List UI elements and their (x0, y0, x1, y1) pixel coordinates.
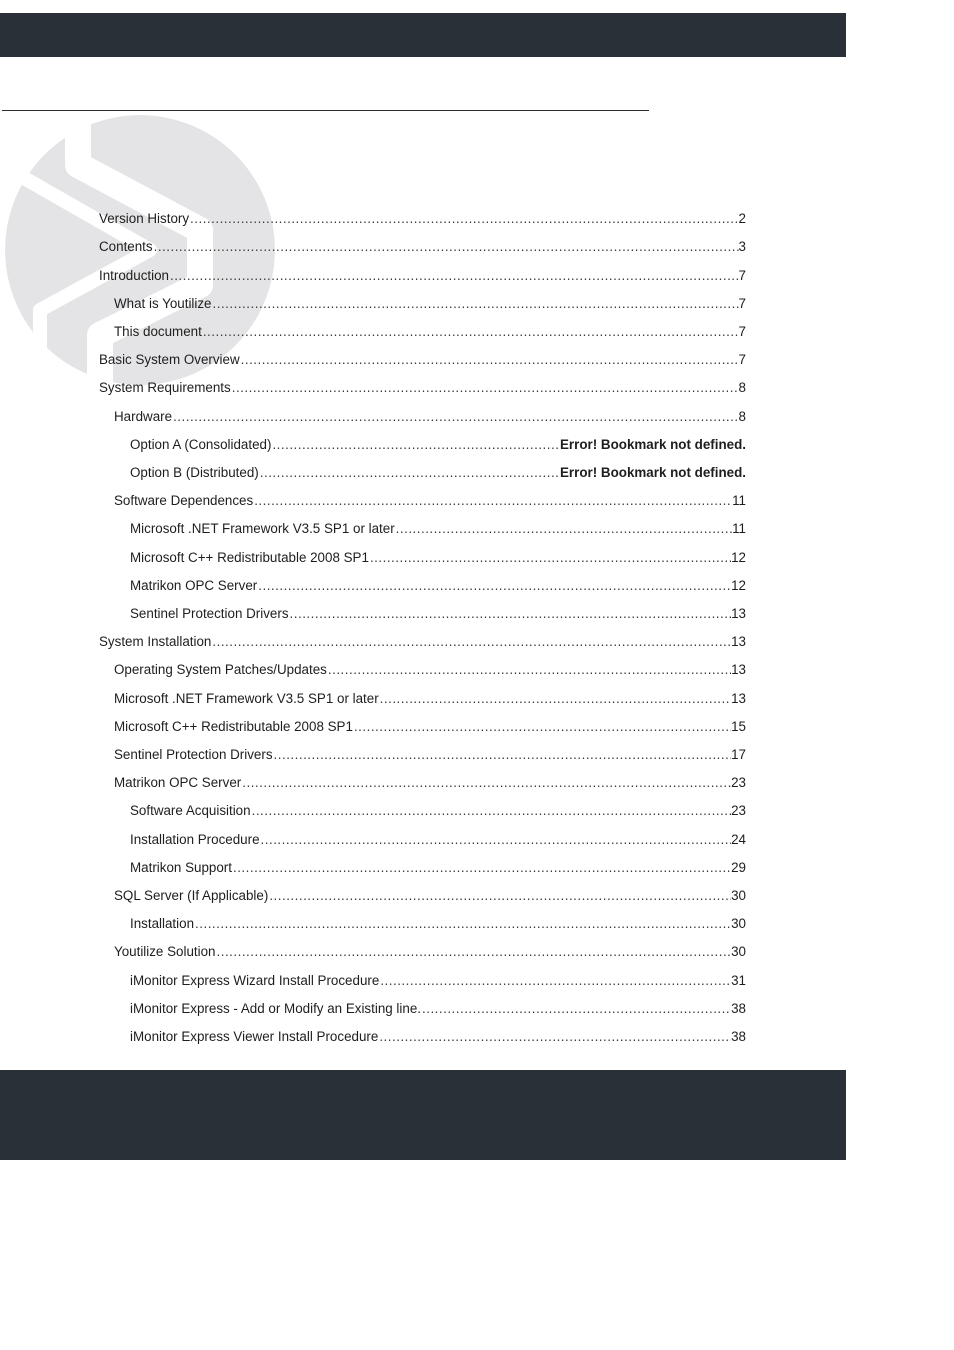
toc-entry-page-number: 15 (731, 718, 746, 734)
toc-dot-leader (253, 494, 732, 507)
toc-dot-leader (194, 917, 731, 930)
toc-entry-title: Software Dependences (114, 493, 254, 509)
toc-entry-title: iMonitor Express - Add or Modify an Existing line. (130, 1000, 421, 1016)
toc-entry-page-number: 38 (731, 1000, 746, 1016)
toc-entry-page-number: 12 (731, 577, 746, 593)
toc-dot-leader (172, 410, 738, 423)
toc-entry-title: Option A (Consolidated) (130, 436, 272, 452)
toc-dot-leader (240, 353, 739, 366)
toc-dot-leader (257, 579, 731, 592)
toc-dot-leader (395, 522, 732, 535)
toc-entry[interactable] (114, 402, 746, 430)
toc-entry[interactable] (130, 431, 746, 459)
toc-entry-title: Matrikon Support (130, 859, 232, 875)
toc-entry-error-reference: Error! Bookmark not defined. (559, 436, 746, 452)
toc-entry-page-number: 12 (731, 549, 746, 565)
toc-dot-leader (169, 269, 739, 282)
toc-dot-leader (153, 240, 739, 253)
toc-entry-title: Operating System Patches/Updates (114, 662, 327, 678)
toc-entry[interactable] (114, 741, 746, 769)
toc-entry-title: Hardware (114, 408, 173, 424)
toc-entry[interactable] (114, 318, 746, 346)
toc-entry[interactable] (130, 995, 746, 1023)
toc-dot-leader (289, 607, 732, 620)
toc-entry-page-number: 13 (731, 634, 746, 650)
toc-entry[interactable] (130, 543, 746, 571)
toc-entry-page-number: 17 (731, 747, 746, 763)
toc-dot-leader (216, 945, 732, 958)
toc-entry-title: Microsoft C++ Redistributable 2008 SP1 (130, 549, 369, 565)
toc-entry-title: Version History (99, 211, 190, 227)
toc-entry[interactable] (114, 290, 746, 318)
toc-entry[interactable] (114, 656, 746, 684)
toc-dot-leader (212, 297, 739, 310)
toc-entry[interactable] (130, 966, 746, 994)
toc-entry-title: SQL Server (If Applicable) (114, 888, 269, 904)
toc-entry-title: iMonitor Express Wizard Install Procedure (130, 972, 380, 988)
toc-entry[interactable] (114, 684, 746, 712)
toc-entry-title: Software Acquisition (130, 803, 251, 819)
toc-dot-leader (251, 804, 732, 817)
toc-entry-title: Installation Procedure (130, 831, 260, 847)
toc-entry-page-number: 24 (731, 831, 746, 847)
toc-entry[interactable] (99, 628, 746, 656)
toc-entry-page-number: 31 (731, 972, 746, 988)
toc-entry-title: Matrikon OPC Server (114, 775, 242, 791)
toc-entry-page-number: 23 (731, 803, 746, 819)
toc-entry[interactable] (114, 769, 746, 797)
toc-entry[interactable] (114, 487, 746, 515)
toc-entry-title: Matrikon OPC Server (130, 577, 258, 593)
toc-entry-page-number: 29 (731, 859, 746, 875)
toc-entry-page-number: 23 (731, 775, 746, 791)
toc-entry[interactable] (130, 910, 746, 938)
toc-entry-title: Microsoft .NET Framework V3.5 SP1 or later (130, 521, 395, 537)
toc-entry-page-number: 11 (732, 521, 746, 537)
toc-entry-page-number: 7 (738, 295, 746, 311)
toc-dot-leader (232, 861, 731, 874)
toc-entry-title: Contents (99, 239, 153, 255)
toc-entry[interactable] (130, 572, 746, 600)
toc-entry-title: Option B (Distributed) (130, 465, 259, 481)
toc-entry[interactable] (99, 261, 746, 289)
toc-entry[interactable] (99, 233, 746, 261)
toc-entry-title: Basic System Overview (99, 352, 240, 368)
page-footer-band (0, 1070, 846, 1160)
toc-entry[interactable] (130, 459, 746, 487)
toc-entry[interactable] (99, 205, 746, 233)
toc-entry-title: Sentinel Protection Drivers (114, 747, 273, 763)
toc-entry-page-number: 30 (731, 888, 746, 904)
toc-entry-page-number: 2 (738, 211, 746, 227)
toc-entry-title: Sentinel Protection Drivers (130, 606, 289, 622)
toc-entry-title: iMonitor Express Viewer Install Procedure (130, 1029, 379, 1045)
toc-dot-leader (211, 635, 731, 648)
toc-entry[interactable] (130, 1023, 746, 1051)
toc-dot-leader (353, 720, 731, 733)
toc-entry[interactable] (114, 713, 746, 741)
toc-dot-leader (231, 381, 739, 394)
toc-entry[interactable] (99, 374, 746, 402)
toc-entry-page-number: 3 (738, 239, 746, 255)
toc-dot-leader (241, 776, 731, 789)
toc-dot-leader (378, 1030, 731, 1043)
toc-entry-title: Installation (130, 916, 195, 932)
toc-entry-page-number: 13 (731, 690, 746, 706)
toc-entry-error-reference: Error! Bookmark not defined. (559, 465, 746, 481)
toc-dot-leader (421, 1002, 731, 1015)
toc-dot-leader (202, 325, 739, 338)
toc-entry-page-number: 30 (731, 944, 746, 960)
toc-entry-page-number: 7 (738, 267, 746, 283)
toc-entry-page-number: 7 (738, 324, 746, 340)
toc-dot-leader (260, 833, 732, 846)
toc-entry[interactable] (99, 346, 746, 374)
toc-entry[interactable] (114, 882, 746, 910)
toc-entry-title: System Installation (99, 634, 212, 650)
table-of-contents (0, 205, 954, 1055)
toc-entry-page-number: 38 (731, 1029, 746, 1045)
toc-dot-leader (189, 212, 739, 225)
toc-entry[interactable] (130, 825, 746, 853)
toc-entry-title: Youtilize Solution (114, 944, 216, 960)
toc-entry-title: System Requirements (99, 380, 231, 396)
toc-entry[interactable] (130, 515, 746, 543)
toc-entry-title: What is Youtilize (114, 295, 212, 311)
toc-entry-page-number: 11 (732, 493, 746, 509)
toc-dot-leader (259, 466, 560, 479)
toc-dot-leader (369, 551, 731, 564)
toc-entry-page-number: 13 (731, 606, 746, 622)
toc-dot-leader (327, 663, 731, 676)
toc-entry-page-number: 13 (731, 662, 746, 678)
toc-dot-leader (273, 748, 732, 761)
toc-entry-title: Microsoft C++ Redistributable 2008 SP1 (114, 718, 353, 734)
toc-dot-leader (379, 692, 731, 705)
toc-entry[interactable] (130, 854, 746, 882)
toc-entry-page-number: 30 (731, 916, 746, 932)
toc-entry[interactable] (130, 600, 746, 628)
toc-entry[interactable] (130, 797, 746, 825)
toc-entry-title: This document (114, 324, 202, 340)
toc-entry-page-number: 8 (738, 380, 746, 396)
toc-entry-page-number: 8 (738, 408, 746, 424)
toc-dot-leader (268, 889, 731, 902)
toc-entry-page-number: 7 (738, 352, 746, 368)
page-header-band (0, 13, 846, 57)
toc-dot-leader (271, 438, 560, 451)
toc-entry[interactable] (114, 938, 746, 966)
toc-entry-title: Introduction (99, 267, 169, 283)
toc-entry-title: Microsoft .NET Framework V3.5 SP1 or later (114, 690, 379, 706)
toc-dot-leader (379, 974, 731, 987)
